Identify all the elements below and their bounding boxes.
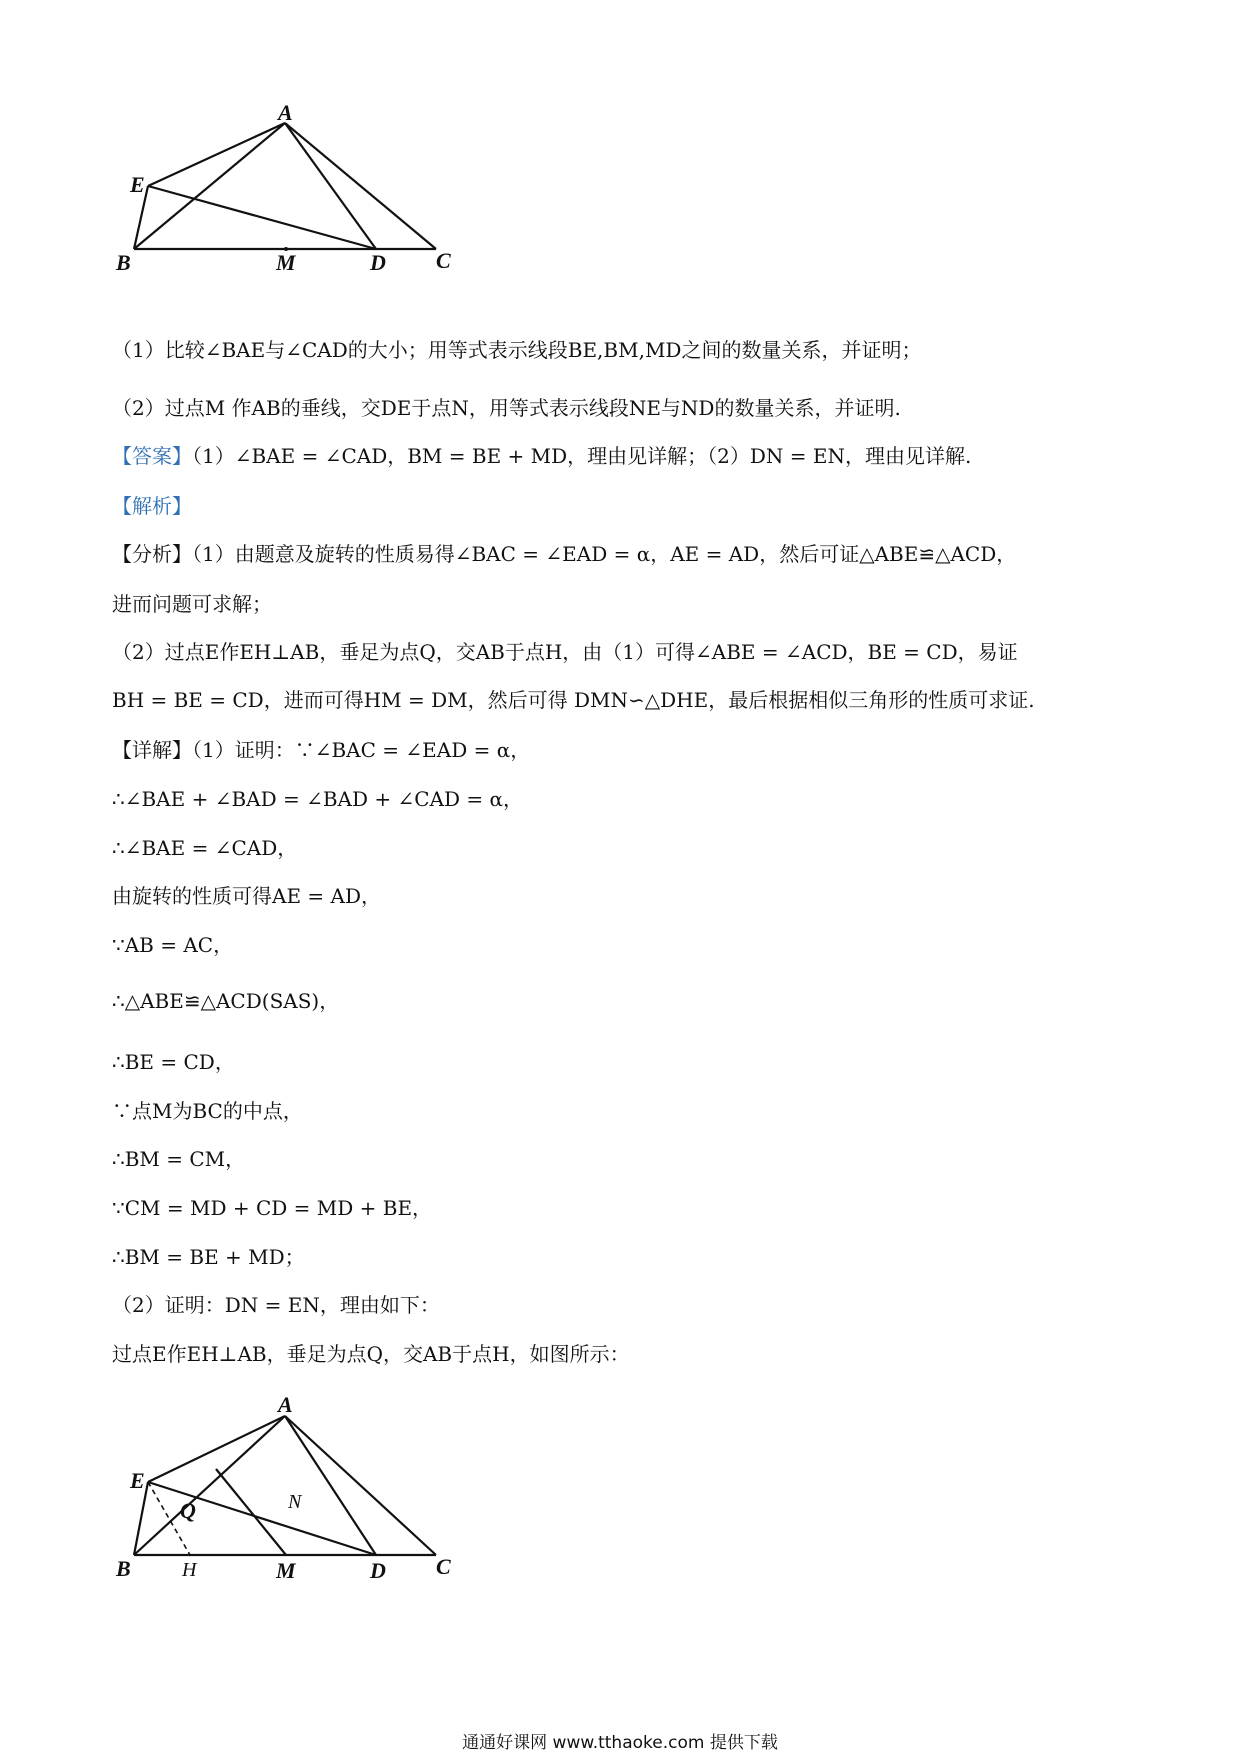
figure-1-triangle-diagram: [110, 100, 490, 310]
xiangjie-line-2: ∴∠BAE + ∠BAD = ∠BAD + ∠CAD = α，: [112, 787, 524, 811]
xiangjie-line-6: ∴△ABE≌△ACD(SAS)，: [112, 989, 340, 1013]
fig2-label-b: B: [116, 1556, 131, 1581]
xiangjie-line-1: [112, 736, 530, 764]
xiangjie-text-1: （1）证明：∵∠BAC = ∠EAD = α，: [192, 738, 531, 762]
xiangjie-line-11: ∴BM = BE + MD；: [112, 1245, 305, 1269]
fenxi-line-3: （2）过点E作EH⊥AB，垂足为点Q，交AB于点H，由（1）可得∠ABE = ∠ACD，BE = CD，易证: [112, 640, 1018, 664]
xiangjie-line-13: 过点E作EH⊥AB，垂足为点Q，交AB于点H，如图所示：: [112, 1342, 630, 1366]
fig2-label-c: C: [436, 1554, 451, 1579]
xiangjie-line-5: ∵AB = AC，: [112, 933, 234, 957]
fig1-label-a: A: [278, 100, 293, 125]
xiangjie-line-8: ∵点M为BC的中点，: [112, 1099, 303, 1123]
fig2-label-n: N: [288, 1491, 302, 1513]
figure-2-triangle-diagram: [110, 1392, 510, 1602]
answer-text: （1）∠BAE = ∠CAD，BM = BE + MD，理由见详解；（2）DN = EN，理由见详解.: [192, 444, 972, 468]
xiangjie-line-3: ∴∠BAE = ∠CAD，: [112, 836, 298, 860]
fig1-label-b: B: [116, 250, 131, 275]
xiangjie-line-7: ∴BE = CD，: [112, 1050, 235, 1074]
fenxi-line-1: [112, 540, 1016, 568]
page-footer: 通通好课网 www.tthaoke.com 提供下载: [462, 1733, 778, 1753]
answer-tag: 【答案】: [112, 444, 192, 468]
analysis-tag: 【解析】: [112, 494, 192, 518]
fenxi-tag: 【分析】: [112, 542, 192, 566]
xiangjie-line-9: ∴BM = CM，: [112, 1147, 246, 1171]
answer-line: [112, 442, 971, 470]
fig2-label-e: E: [130, 1468, 145, 1493]
fig2-label-m: M: [276, 1558, 296, 1583]
xiangjie-line-4: 由旋转的性质可得AE = AD，: [112, 884, 381, 908]
fig2-label-q: Q: [180, 1498, 196, 1523]
fenxi-text-1: （1）由题意及旋转的性质易得∠BAC = ∠EAD = α，AE = AD，然后可证△ABE≌△ACD，: [192, 542, 1017, 566]
question-2: （2）过点M 作AB的垂线，交DE于点N，用等式表示线段NE与ND的数量关系，并证明.: [112, 396, 901, 420]
fig2-label-d: D: [370, 1558, 386, 1583]
fig2-label-h: H: [182, 1559, 197, 1581]
fig1-label-d: D: [370, 250, 386, 275]
xiangjie-line-12: （2）证明：DN = EN，理由如下：: [112, 1293, 440, 1317]
fig2-label-a: A: [278, 1392, 293, 1417]
fig1-label-e: E: [130, 172, 145, 197]
fig1-label-c: C: [436, 248, 451, 273]
fenxi-line-4: BH = BE = CD，进而可得HM = DM，然后可得 DMN∽△DHE，最后根据相似三角形的性质可求证.: [112, 688, 1035, 712]
fig1-label-m: M: [276, 250, 296, 275]
xiangjie-tag: 【详解】: [112, 738, 192, 762]
fenxi-line-2: 进而问题可求解；: [112, 592, 272, 616]
xiangjie-line-10: ∵CM = MD + CD = MD + BE，: [112, 1196, 433, 1220]
question-1: （1）比较∠BAE与∠CAD的大小；用等式表示线段BE,BM,MD之间的数量关系，并证明；: [112, 338, 922, 362]
